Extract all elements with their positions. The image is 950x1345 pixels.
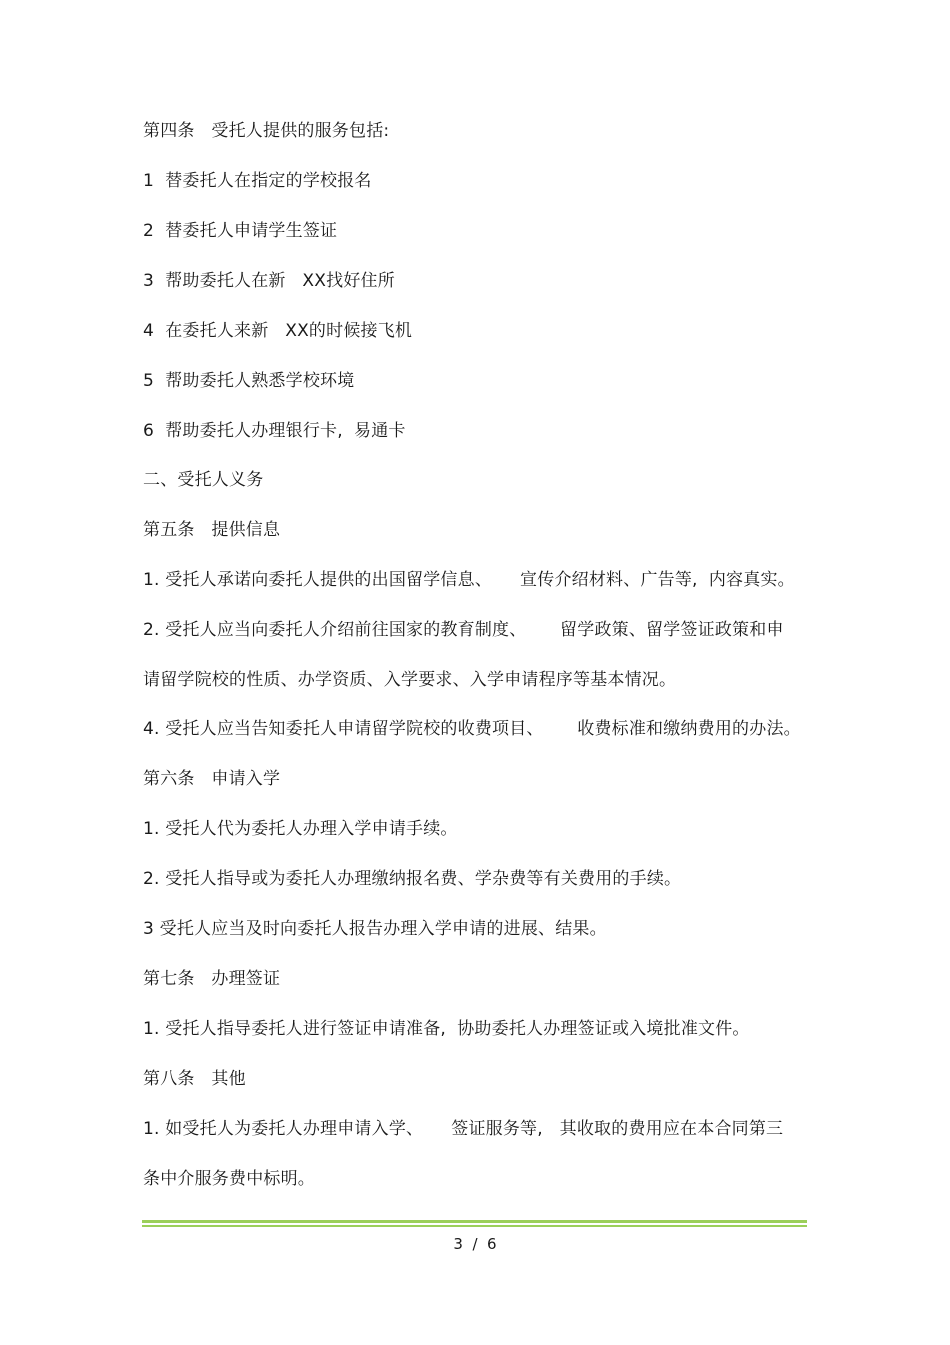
article-6-clause-2: 2. 受托人指导或为委托人办理缴纳报名费、学杂费等有关费用的手续。 bbox=[143, 869, 682, 889]
article-6-clause-3: 3 受托人应当及时向委托人报告办理入学申请的进展、结果。 bbox=[143, 919, 607, 939]
article-7-heading: 第七条 办理签证 bbox=[143, 969, 281, 989]
section-2-heading: 二、受托人义务 bbox=[143, 470, 264, 490]
article-8-clause-1: 1. 如受托人为委托人办理申请入学、 签证服务等, 其收取的费用应在本合同第三 bbox=[143, 1119, 784, 1139]
article-6-heading: 第六条 申请入学 bbox=[143, 769, 281, 789]
article-5-heading: 第五条 提供信息 bbox=[143, 520, 281, 540]
article-5-clause-4: 4. 受托人应当告知委托人申请留学院校的收费项目、 收费标准和缴纳费用的办法。 bbox=[143, 719, 801, 739]
footer-divider-thick bbox=[142, 1220, 807, 1223]
article-6-clause-1: 1. 受托人代为委托人办理入学申请手续。 bbox=[143, 819, 458, 839]
service-item-5: 5 帮助委托人熟悉学校环境 bbox=[143, 371, 355, 391]
article-7-clause-1: 1. 受托人指导委托人进行签证申请准备, 协助委托人办理签证或入境批准文件。 bbox=[143, 1019, 750, 1039]
article-4-heading: 第四条 受托人提供的服务包括: bbox=[143, 121, 390, 141]
service-item-2: 2 替委托人申请学生签证 bbox=[143, 221, 338, 241]
service-item-4: 4 在委托人来新 XX的时候接飞机 bbox=[143, 321, 413, 341]
article-8-heading: 第八条 其他 bbox=[143, 1069, 246, 1089]
article-5-clause-1: 1. 受托人承诺向委托人提供的出国留学信息、 宣传介绍材料、广告等, 内容真实。 bbox=[143, 570, 795, 590]
page-number: 3 / 6 bbox=[453, 1235, 497, 1253]
article-8-clause-1-continued: 条中介服务费中标明。 bbox=[143, 1169, 315, 1189]
article-5-clause-2-continued: 请留学院校的性质、办学资质、入学要求、入学申请程序等基本情况。 bbox=[143, 670, 677, 690]
service-item-6: 6 帮助委托人办理银行卡, 易通卡 bbox=[143, 421, 406, 441]
footer-divider-thin bbox=[142, 1225, 807, 1227]
service-item-3: 3 帮助委托人在新 XX找好住所 bbox=[143, 271, 395, 291]
service-item-1: 1 替委托人在指定的学校报名 bbox=[143, 171, 372, 191]
article-5-clause-2: 2. 受托人应当向委托人介绍前往国家的教育制度、 留学政策、留学签证政策和申 bbox=[143, 620, 784, 640]
